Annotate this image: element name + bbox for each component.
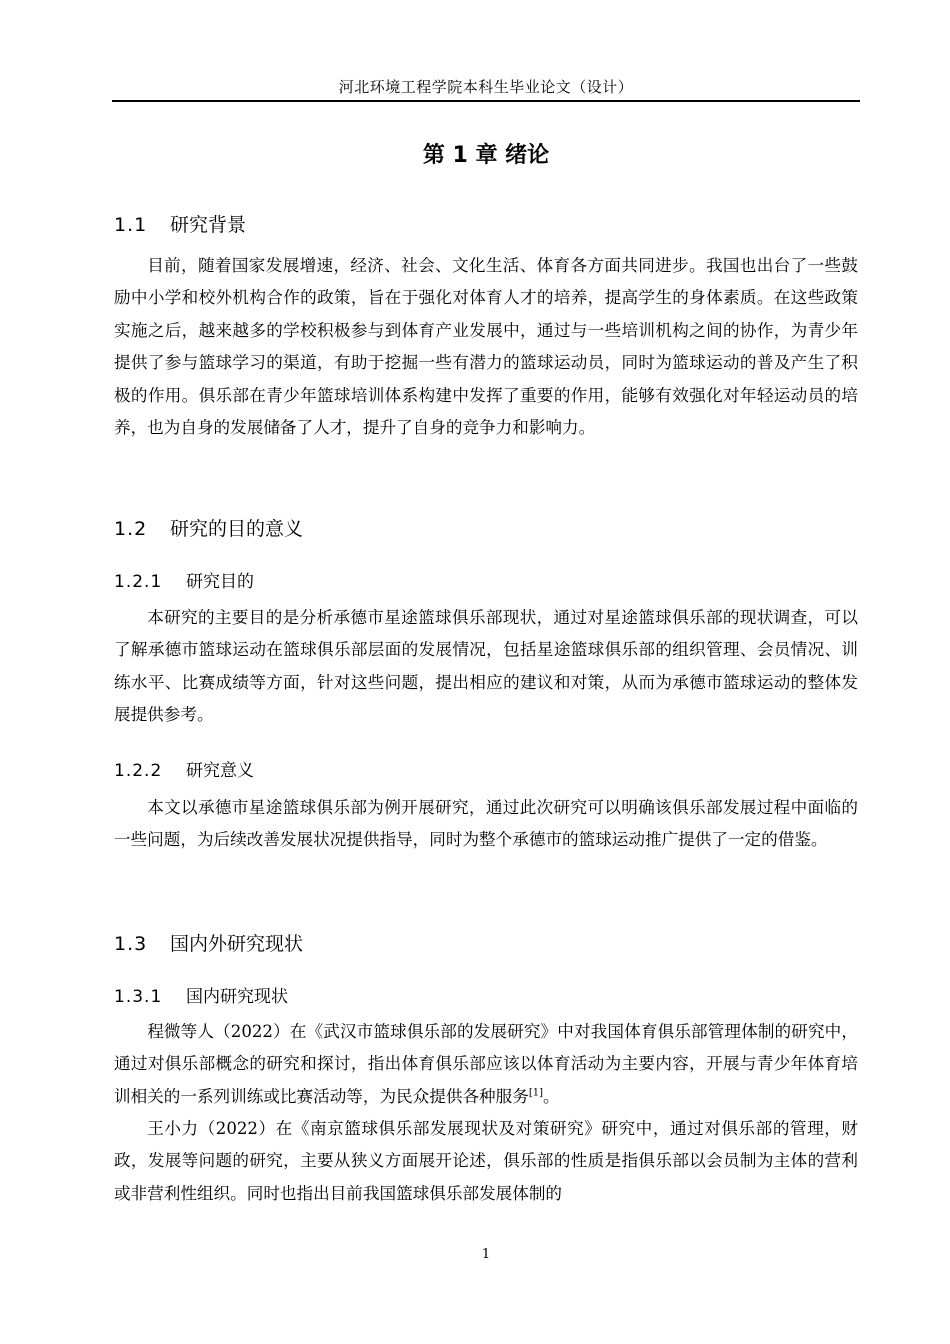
section-number: 1.1 — [114, 214, 148, 236]
section-title: 研究的目的意义 — [170, 518, 304, 540]
running-header: 河北环境工程学院本科生毕业论文（设计） — [338, 78, 634, 96]
section-heading-1-3 — [114, 929, 303, 956]
section-heading-1-1 — [114, 210, 246, 237]
section-number: 1.3 — [114, 933, 148, 955]
header-rule — [112, 100, 860, 102]
subsection-title: 国内研究现状 — [186, 987, 288, 1007]
subsection-number: 1.2.1 — [114, 572, 163, 592]
paragraph-end: 。 — [543, 1086, 560, 1106]
subsection-number: 1.3.1 — [114, 987, 163, 1007]
paragraph-research-background: 目前，随着国家发展增速，经济、社会、文化生活、体育各方面共同进步。我国也出台了一些鼓励中小学和校外机构合作的政策，旨在于强化对体育人才的培养，提高学生的身体素质。在这些政策实施之后，越来越多的学校积极参与到体育产业发展中，通过与一些培训机构之间的协作，为青少年提供了参与篮球学习的渠道，有助于挖掘一些有潜力的篮球运动员，同时为篮球运动的普及产生了积极的作用。俱乐部在青少年篮球培训体系构建中发挥了重要的作用，能够有效强化对年轻运动员的培养，也为自身的发展储备了人才，提升了自身的竞争力和影响力。 — [114, 256, 858, 438]
paragraph-domestic-research-1 — [114, 1016, 858, 1113]
paragraph-research-purpose: 本研究的主要目的是分析承德市星途篮球俱乐部现状，通过对星途篮球俱乐部的现状调查，可以了解承德市篮球运动在篮球俱乐部层面的发展情况，包括星途篮球俱乐部的组织管理、会员情况、训练水平、比赛成绩等方面，针对这些问题，提出相应的建议和对策，从而为承德市篮球运动的整体发展提供参考。 — [114, 608, 858, 725]
subsection-heading-1-2-1 — [114, 567, 254, 592]
section-number: 1.2 — [114, 518, 148, 540]
paragraph-text: 程微等人（2022）在《武汉市篮球俱乐部的发展研究》中对我国体育俱乐部管理体制的研究中，通过对俱乐部概念的研究和探讨，指出体育俱乐部应该以体育活动为主要内容，开展与青少年体育培训相关的一系列训练或比赛活动等，为民众提供各种服务 — [114, 1022, 858, 1106]
chapter-title: 第 1 章 绪论 — [422, 143, 550, 168]
subsection-number: 1.2.2 — [114, 761, 163, 781]
subsection-heading-1-2-2 — [114, 756, 254, 781]
section-title: 研究背景 — [170, 214, 247, 236]
page-number: 1 — [481, 1247, 491, 1262]
subsection-heading-1-3-1 — [114, 982, 288, 1007]
section-heading-1-2 — [114, 514, 303, 541]
subsection-title: 研究目的 — [186, 572, 254, 592]
paragraph-research-significance: 本文以承德市星途篮球俱乐部为例开展研究，通过此次研究可以明确该俱乐部发展过程中面临的一些问题，为后续改善发展状况提供指导，同时为整个承德市的篮球运动推广提供了一定的借鉴。 — [114, 798, 858, 850]
subsection-title: 研究意义 — [186, 761, 254, 781]
citation-ref: [1] — [528, 1087, 544, 1099]
paragraph-domestic-research-2: 王小力（2022）在《南京篮球俱乐部发展现状及对策研究》研究中，通过对俱乐部的管理，财政，发展等问题的研究，主要从狭义方面展开论述，俱乐部的性质是指俱乐部以会员制为主体的营利或非营利性组织。同时也指出目前我国篮球俱乐部发展体制的 — [114, 1119, 858, 1203]
section-title: 国内外研究现状 — [170, 933, 304, 955]
